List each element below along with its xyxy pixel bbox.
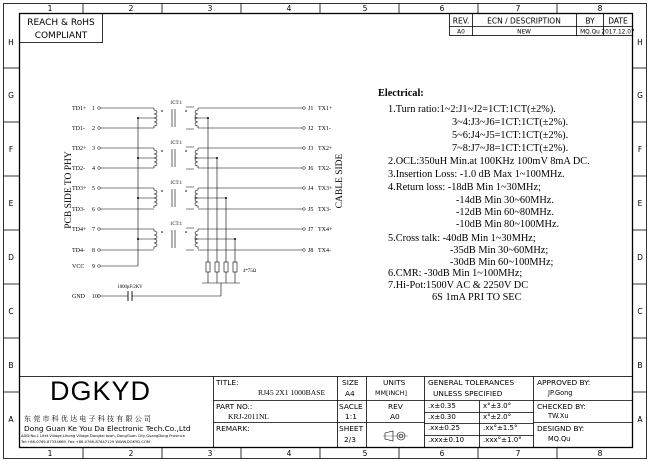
designed-value: MQ.Qu: [548, 435, 571, 443]
turns-ratio-label: 1CT:1: [169, 101, 183, 106]
left-pin-label: TD2-: [72, 166, 85, 172]
scale-label: SACLE: [339, 402, 363, 411]
electrical-line: 5~6:J4~J5=1CT:1CT(±2%).: [452, 130, 569, 141]
left-pin-number: 4: [92, 166, 95, 172]
company-name-cn: 东 莞 市 科 优 达 电 子 科 技 有 限 公 司: [24, 415, 151, 423]
tolerance-linear: .x±0.35: [428, 402, 456, 410]
company-logo: DGKYD: [50, 376, 152, 406]
left-pin-label: VCC: [72, 264, 85, 270]
electrical-line: 3.Insertion Loss: -1.0 dB Max 1~100MHz.: [388, 169, 565, 180]
date-value: 2017.12.07: [601, 29, 635, 36]
left-pin-number: 9: [92, 264, 95, 270]
col-label-top: 2: [128, 4, 134, 13]
col-label-bottom: 4: [286, 449, 292, 458]
transformer-channel: [137, 101, 209, 129]
col-label-bottom: 6: [439, 449, 445, 458]
electrical-line: 2.OCL:350uH Min.at 100KHz 100mV 8mA DC.: [388, 156, 590, 167]
row-label-left: C: [8, 307, 14, 316]
left-pin-terminal: [98, 295, 101, 298]
right-pin-number: J4: [308, 186, 314, 192]
checked-value: TW.Xu: [548, 412, 569, 420]
resistor-label: 4*75Ω: [243, 269, 257, 274]
projection-symbol-icon: [383, 430, 409, 442]
right-pin-terminal: [303, 249, 306, 252]
polarity-dot: [185, 231, 187, 233]
title-label: TITLE:: [216, 378, 239, 387]
polarity-dot: [161, 110, 163, 112]
row-label-left: H: [8, 38, 14, 47]
size-label: SIZE: [342, 378, 359, 387]
checked-label: CHECKED BY:: [537, 402, 586, 411]
turns-ratio-label: 1CT:1: [169, 222, 183, 227]
resistor-group: [206, 262, 237, 272]
right-pin-number: J1: [308, 106, 314, 112]
by-value: MQ.Qu: [580, 29, 600, 36]
electrical-line: 5.Cross talk: -40dB Min 1~30MHz;: [388, 233, 536, 244]
designed-label: DESIGND BY:: [537, 424, 585, 433]
ecn-header: ECN / DESCRIPTION: [487, 16, 561, 26]
right-pin-label: TX3+: [318, 186, 333, 192]
left-pin-terminal: [98, 107, 101, 110]
right-pin-label: TX4+: [318, 227, 333, 233]
left-pin-label: TD3-: [72, 207, 85, 213]
right-pin-number: J6: [308, 166, 314, 172]
left-pin-terminal: [98, 249, 101, 252]
right-pin-terminal: [303, 228, 306, 231]
polarity-dot: [161, 231, 163, 233]
polarity-dot: [161, 150, 163, 152]
title-value: RJ45 2X1 1000BASE: [258, 388, 326, 397]
date-header: DATE: [608, 16, 628, 26]
row-label-right: H: [637, 38, 643, 47]
tolerance-linear: .xx±0.25: [428, 424, 460, 432]
left-pin-terminal: [98, 187, 101, 190]
compliance-line-1: REACH & RoHS: [27, 18, 95, 28]
left-pin-label: TD1+: [72, 106, 87, 112]
rev-value: A0: [457, 29, 465, 36]
turns-ratio-label: 1CT:1: [169, 181, 183, 186]
approved-label: APPROVED BY:: [537, 378, 591, 387]
col-label-top: 7: [515, 4, 521, 13]
by-header: BY: [585, 16, 595, 26]
row-label-right: A: [637, 415, 643, 424]
company-contact: Tel:+86-0769-87334669, Fax:+86-0769-87647129 WWW.DGKYD.COM: [21, 440, 150, 444]
right-pin-number: J2: [308, 126, 314, 132]
right-pin-terminal: [303, 208, 306, 211]
right-pin-number: J7: [308, 227, 314, 233]
left-pin-number: 10: [92, 294, 98, 300]
right-pin-label: TX1-: [318, 126, 331, 132]
right-pin-terminal: [303, 147, 306, 150]
compliance-line-2: COMPLIANT: [34, 31, 88, 41]
part-no-value: KRJ-2011NL: [228, 412, 270, 421]
right-pin-label: TX3-: [318, 207, 331, 213]
left-pin-label: TD4-: [72, 248, 85, 254]
row-label-left: A: [8, 415, 14, 424]
electrical-line: -10dB Min 80~100MHz.: [456, 219, 560, 230]
remark-label: REMARK:: [216, 424, 250, 433]
row-label-left: B: [8, 361, 14, 370]
left-pin-number: 3: [92, 146, 95, 152]
left-pin-label: GND: [72, 294, 85, 300]
right-pin-number: J5: [308, 207, 314, 213]
electrical-line: 1.Turn ratio:1~2:J1~J2=1CT:1CT(±2%).: [388, 104, 556, 115]
cable-side-label: CABLE SIDE: [335, 153, 345, 209]
right-pin-label: TX2+: [318, 146, 333, 152]
polarity-dot: [161, 190, 163, 192]
capacitor: [128, 291, 132, 301]
turns-ratio-label: 1CT:1: [169, 141, 183, 146]
units-value: MM[INCH]: [375, 389, 407, 397]
right-pin-terminal: [303, 167, 306, 170]
sheet-value: 2/3: [344, 435, 356, 444]
row-label-right: D: [637, 253, 643, 262]
row-label-right: G: [637, 91, 643, 100]
transformer-channel: [137, 181, 227, 209]
col-label-top: 3: [207, 4, 213, 13]
left-pin-terminal: [98, 228, 101, 231]
polarity-dot: [185, 150, 187, 152]
company-address: ADD:No.1 Lifet Village,Lihong Village,Dongtai town, DongGuan City,GuangDong Province: [21, 434, 185, 438]
right-pin-number: J8: [308, 248, 314, 254]
choke: [186, 228, 194, 250]
part-no-label: PART NO.:: [216, 402, 253, 411]
tolerance-angular: .xx°±1.5°: [483, 424, 518, 432]
right-pin-terminal: [303, 127, 306, 130]
polarity-dot: [185, 110, 187, 112]
tolerance-title-2: UNLESS SPECIFIED: [433, 389, 503, 398]
col-label-top: 4: [286, 4, 292, 13]
transformer-channel: [137, 222, 236, 250]
left-pin-number: 8: [92, 248, 95, 254]
tolerance-angular: x°±3.0°: [483, 402, 512, 410]
left-pin-label: TD2+: [72, 146, 87, 152]
left-pin-label: TD3+: [72, 186, 87, 192]
scale-value: 1:1: [345, 412, 357, 421]
right-pin-number: J3: [308, 146, 314, 152]
schematic: [64, 101, 345, 301]
left-pin-terminal: [98, 147, 101, 150]
electrical-line: -14dB Min 30~60MHz.: [456, 195, 554, 206]
electrical-line: -12dB Min 60~80MHz.: [456, 207, 554, 218]
choke: [186, 107, 194, 129]
row-label-left: E: [8, 199, 14, 208]
rev-header: REV.: [452, 16, 470, 26]
col-label-bottom: 5: [362, 449, 368, 458]
electrical-line: 7~8:J7~J8=1CT:1CT(±2%).: [452, 143, 569, 154]
tolerance-angular: x°±2.0°: [483, 413, 512, 421]
left-pin-number: 7: [92, 227, 95, 233]
left-pin-number: 2: [92, 126, 95, 132]
polarity-dot: [185, 190, 187, 192]
col-label-top: 1: [47, 4, 53, 13]
row-label-left: D: [8, 253, 14, 262]
right-pin-label: TX2-: [318, 166, 331, 172]
electrical-title: Electrical:: [378, 88, 424, 99]
col-label-top: 5: [362, 4, 368, 13]
col-label-bottom: 1: [47, 449, 53, 458]
choke: [186, 187, 194, 209]
right-pin-label: TX1+: [318, 106, 333, 112]
electrical-line: 3~4:J3~J6=1CT:1CT(±2%).: [452, 117, 569, 128]
col-label-bottom: 2: [128, 449, 134, 458]
right-pin-terminal: [303, 107, 306, 110]
ecn-value: NEW: [517, 29, 531, 36]
right-pin-terminal: [303, 187, 306, 190]
capacitor-label: 1000pF/2KV: [117, 285, 143, 290]
size-value: A4: [345, 389, 355, 398]
col-label-top: 8: [597, 4, 603, 13]
company-name-en: Dong Guan Ke You Da Electronic Tech.Co.,Ltd: [24, 424, 191, 433]
wiring: [100, 108, 303, 296]
left-pin-terminal: [98, 127, 101, 130]
tolerance-title-1: GENERAL TOLERANCES: [428, 378, 515, 387]
row-label-right: C: [637, 307, 643, 316]
left-pin-number: 6: [92, 207, 95, 213]
col-label-bottom: 3: [207, 449, 213, 458]
row-label-right: B: [637, 361, 643, 370]
units-label: UNITS: [383, 378, 406, 387]
left-pin-number: 1: [92, 106, 95, 112]
left-pin-number: 5: [92, 186, 95, 192]
electrical-line: 7.Hi-Pot:1500V AC & 2250V DC: [388, 280, 529, 291]
rev-label: REV: [388, 402, 403, 411]
rev-value-tb: A0: [390, 412, 400, 421]
col-label-bottom: 7: [515, 449, 521, 458]
left-pin-terminal: [98, 208, 101, 211]
electrical-line: -35dB Min 30~60MHz;: [450, 245, 549, 256]
electrical-line: 6.CMR: -30dB Min 1~100MHz;: [388, 268, 523, 279]
left-pin-label: TD4+: [72, 227, 87, 233]
choke: [186, 147, 194, 169]
col-label-top: 6: [439, 4, 445, 13]
tolerance-linear: .xxx±0.10: [428, 436, 465, 444]
electrical-line: 6S 1mA PRI TO SEC: [432, 292, 522, 303]
sheet-label: SHEET: [339, 424, 364, 433]
pcb-side-label: PCB SIDE TO PHY: [64, 151, 74, 229]
tolerance-angular: .xxx°±1.0°: [483, 436, 522, 444]
transformer-channel: [137, 141, 218, 169]
row-label-left: F: [8, 145, 14, 154]
col-label-bottom: 8: [597, 449, 603, 458]
row-label-right: E: [637, 199, 643, 208]
electrical-line: -30dB Min 60~100MHz;: [450, 257, 554, 268]
row-label-left: G: [8, 91, 14, 100]
left-pin-label: TD1-: [72, 126, 85, 132]
tolerance-linear: .x±0.30: [428, 413, 456, 421]
row-label-right: F: [637, 145, 643, 154]
electrical-line: 4.Return loss: -18dB Min 1~30MHz;: [388, 182, 541, 193]
left-pin-terminal: [98, 167, 101, 170]
approved-value: JP.Gong: [548, 389, 573, 397]
left-pin-terminal: [98, 265, 101, 268]
right-pin-label: TX4-: [318, 248, 331, 254]
